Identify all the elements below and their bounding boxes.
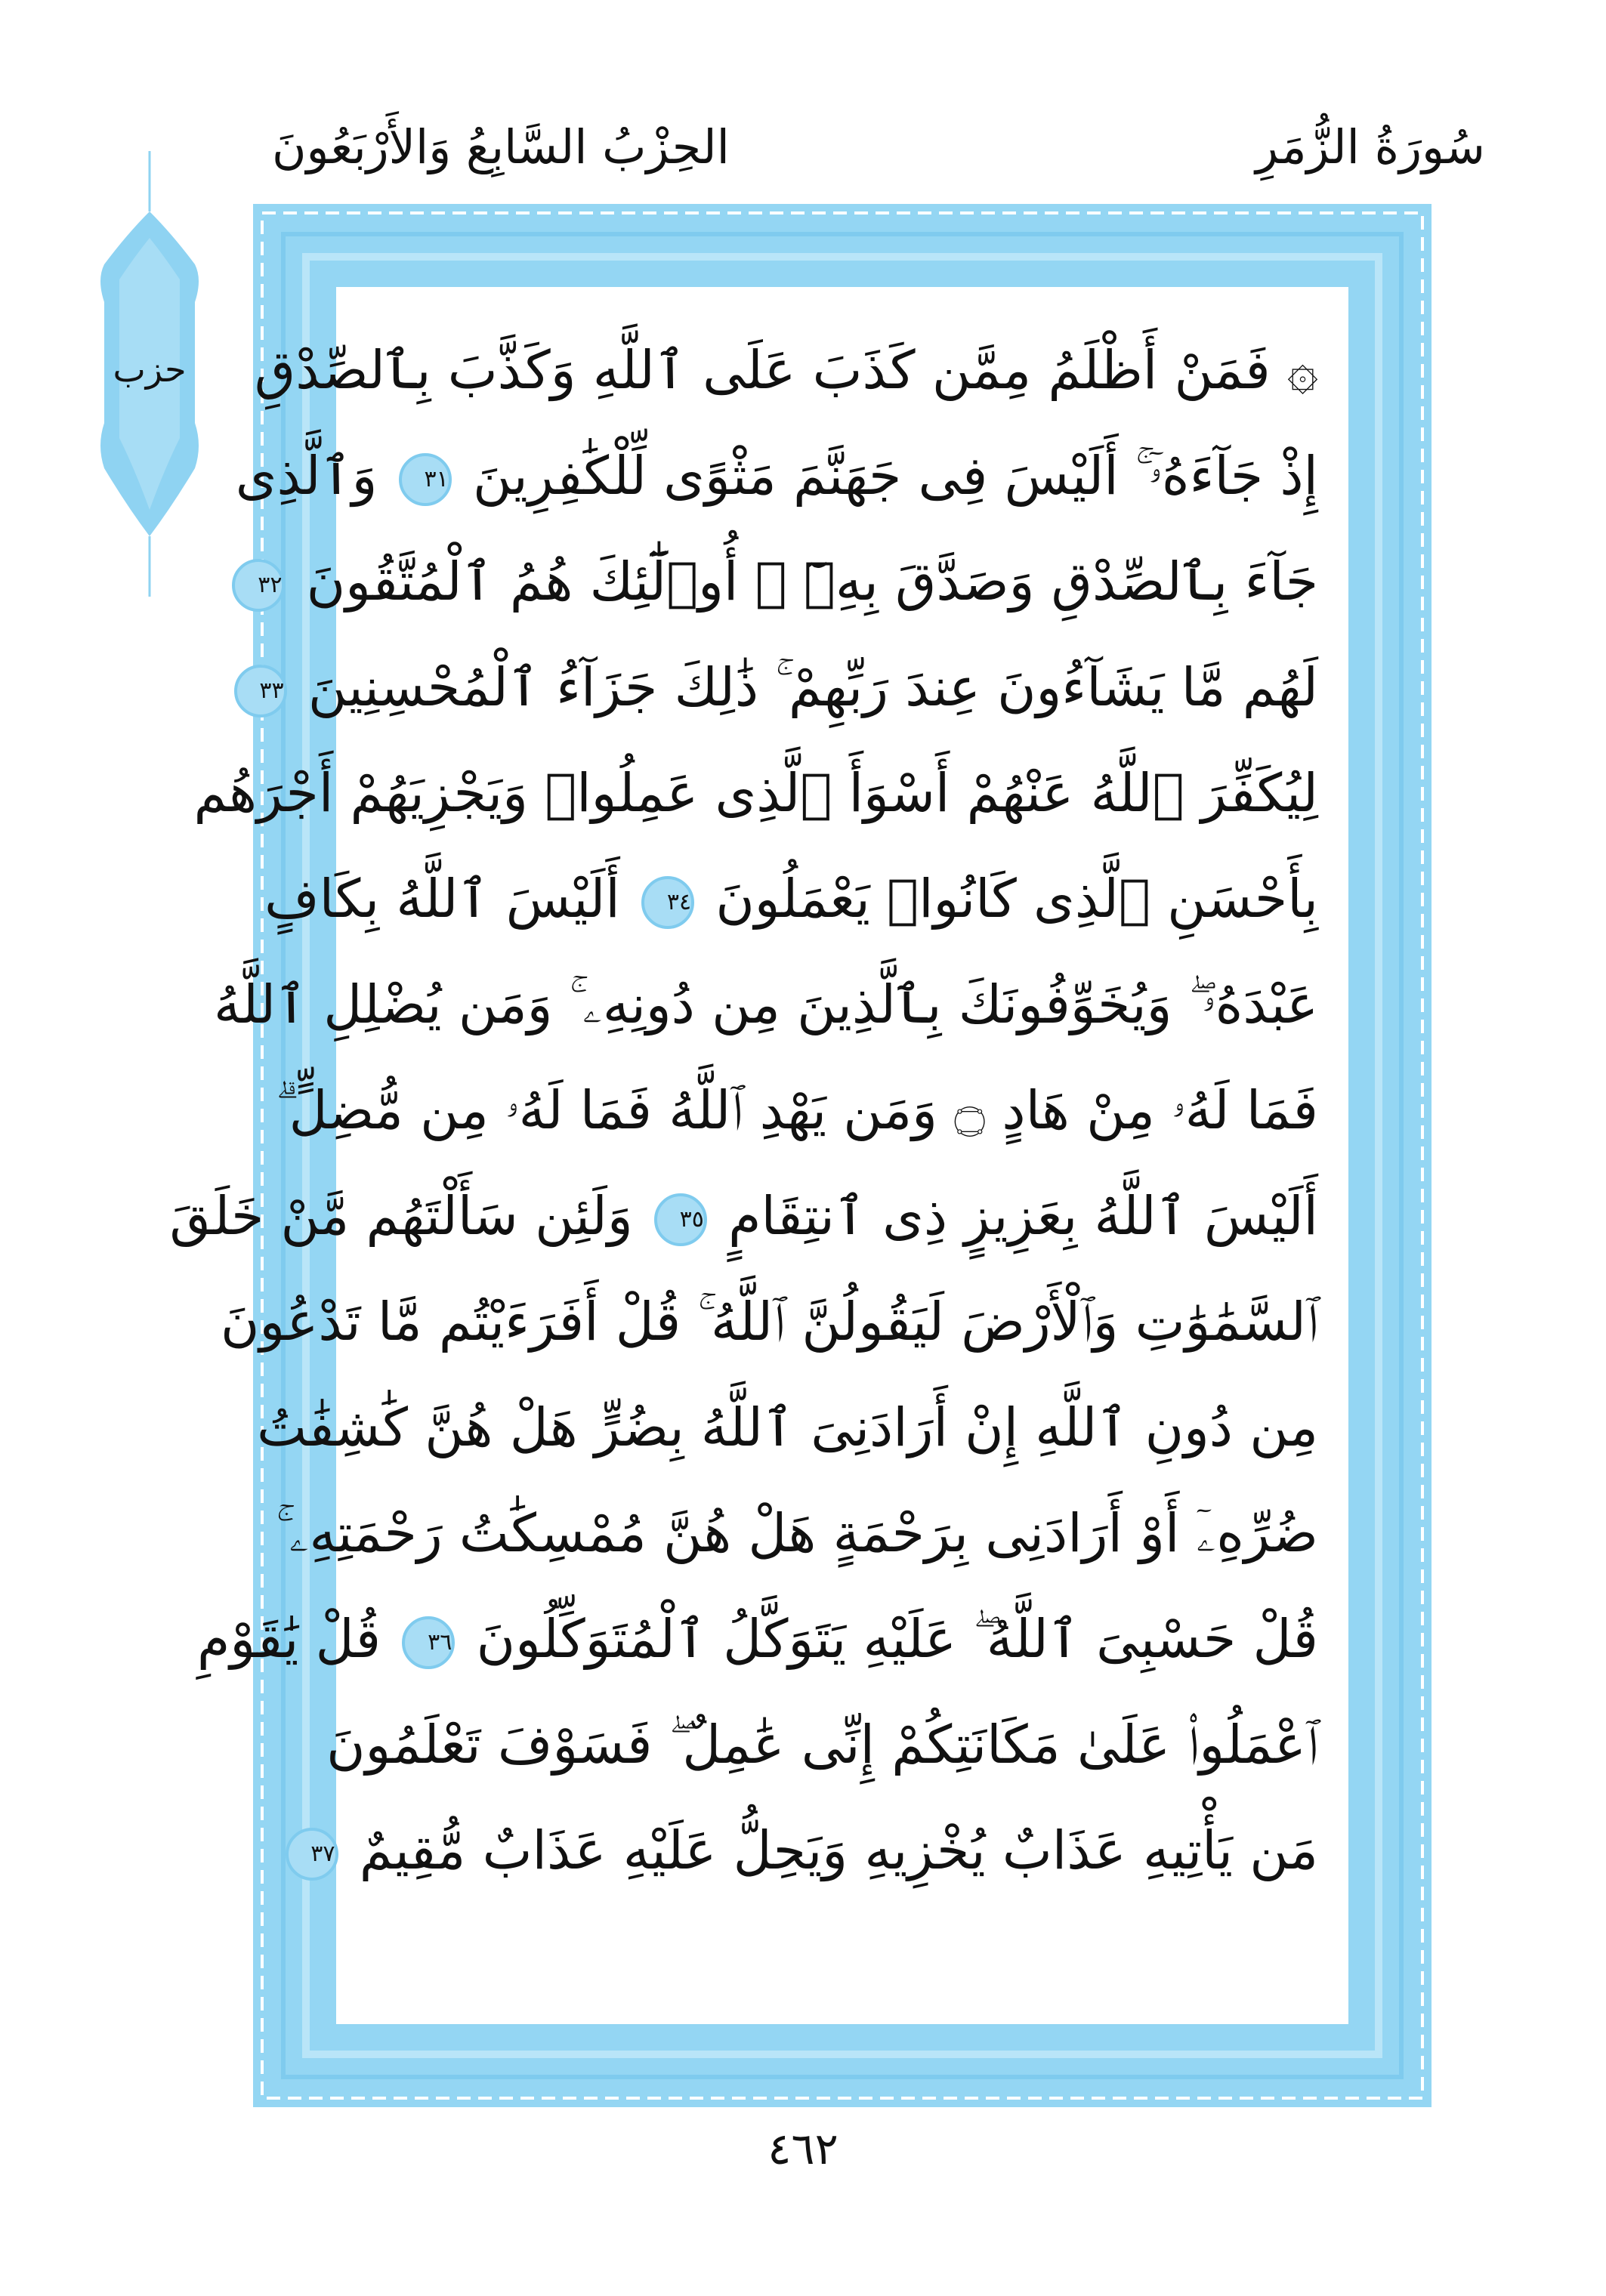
verse-line: [310, 1798, 1318, 1903]
verse-line: [276, 1480, 1318, 1586]
verse-text: فَمَا لَهُۥ مِنْ هَادٍ ۝ وَمَن يَهْدِ ٱللَّهُ فَمَا لَهُۥ مِن مُّضِلٍّ ۗ: [276, 1079, 1318, 1141]
verse-text: ٱعْمَلُوا۟ عَلَىٰ مَكَانَتِكُمْ إِنِّى عَٰمِلٌ ۖ فَسَوْفَ تَعْلَمُونَ: [326, 1714, 1318, 1776]
verse-line: [276, 1057, 1318, 1163]
verse-line: [257, 1375, 1318, 1480]
hizb-title: الحِزْبُ السَّابِعُ وَالأَرْبَعُونَ: [272, 119, 730, 174]
page-frame: [169, 204, 1432, 2107]
verse-line: [197, 1586, 1318, 1692]
verse-text: إِذْ جَآءَهُۥٓ ۚ أَلَيْسَ فِى جَهَنَّمَ مَثْوًى لِّلْكَٰفِرِينَ: [472, 445, 1318, 507]
verse-lines: [169, 317, 1318, 1903]
verse-line: [235, 423, 1318, 529]
ayah-number-marker: ٣٦: [402, 1616, 455, 1669]
text-panel: [169, 287, 1348, 2024]
page-number: ٤٦٢: [767, 2123, 839, 2174]
ayah-number-marker: ٣١: [399, 453, 452, 506]
ayah-number-marker: ٣٧: [286, 1828, 338, 1881]
verse-text: لَهُم مَّا يَشَآءُونَ عِندَ رَبِّهِمْ ۚ ذَٰلِكَ جَزَآءُ ٱلْمُحْسِنِينَ: [307, 656, 1318, 718]
verse-text: جَآءَ بِٱلصِّدْقِ وَصَدَّقَ بِهِۦٓ ۙ أُو۟لَٰٓئِكَ هُمُ ٱلْمُتَّقُونَ: [306, 551, 1318, 613]
ayah-number-marker: ٣٢: [232, 559, 285, 612]
verse-text-continuation: وَلَئِن سَأَلْتَهُم مَّنْ خَلَقَ: [169, 1185, 633, 1247]
verse-text: ۞ فَمَنْ أَظْلَمُ مِمَّن كَذَبَ عَلَى ٱللَّهِ وَكَذَّبَ بِٱلصِّدْقِ: [254, 339, 1318, 401]
verse-text: قُلْ حَسْبِىَ ٱللَّهُ ۖ عَلَيْهِ يَتَوَكَّلُ ٱلْمُتَوَكِّلُونَ: [476, 1608, 1318, 1670]
verse-text: ٱلسَّمَٰوَٰتِ وَٱلْأَرْضَ لَيَقُولُنَّ ٱللَّهُ ۚ قُلْ أَفَرَءَيْتُم مَّا تَدْعُونَ: [221, 1291, 1318, 1353]
verse-line: [326, 1692, 1318, 1798]
verse-line: [258, 529, 1318, 634]
verse-line: [259, 634, 1318, 740]
verse-text: عَبْدَهُۥ ۖ وَيُخَوِّفُونَكَ بِٱلَّذِينَ مِن دُونِهِۦ ۚ وَمَن يُضْلِلِ ٱللَّهُ: [213, 974, 1318, 1035]
verse-line: [213, 952, 1318, 1057]
verse-line: [254, 317, 1318, 423]
surah-name: سُورَةُ الزُّمَرِ: [1255, 119, 1485, 174]
verse-line: [169, 1163, 1318, 1269]
verse-text: مَن يَأْتِيهِ عَذَابٌ يُخْزِيهِ وَيَحِلُّ عَلَيْهِ عَذَابٌ مُّقِيمٌ: [359, 1819, 1318, 1881]
verse-text-continuation: وَٱلَّذِى: [235, 445, 378, 507]
hizb-label: حزب: [113, 349, 187, 390]
verse-line: [264, 846, 1318, 952]
verse-text: لِيُكَفِّرَ ٱللَّهُ عَنْهُمْ أَسْوَأَ ٱلَّذِى عَمِلُوا۟ وَيَجْزِيَهُمْ أَجْرَهُم: [193, 762, 1318, 824]
ayah-number-marker: ٣٥: [654, 1193, 707, 1246]
verse-text: مِن دُونِ ٱللَّهِ إِنْ أَرَادَنِىَ ٱللَّهُ بِضُرٍّ هَلْ هُنَّ كَٰشِفَٰتُ: [257, 1396, 1318, 1458]
verse-text: أَلَيْسَ ٱللَّهُ بِعَزِيزٍ ذِى ٱنتِقَامٍ: [728, 1185, 1318, 1247]
verse-text: بِأَحْسَنِ ٱلَّذِى كَانُوا۟ يَعْمَلُونَ: [715, 868, 1318, 930]
verse-line: [221, 1269, 1318, 1375]
verse-line: [193, 740, 1318, 846]
verse-text-continuation: أَلَيْسَ ٱللَّهُ بِكَافٍ: [264, 868, 620, 930]
verse-text: ضُرِّهِۦٓ أَوْ أَرَادَنِى بِرَحْمَةٍ هَلْ هُنَّ مُمْسِكَٰتُ رَحْمَتِهِۦ ۚ: [276, 1502, 1318, 1564]
ayah-number-marker: ٣٣: [234, 665, 287, 718]
ayah-number-marker: ٣٤: [641, 876, 694, 929]
verse-text-continuation: قُلْ يَٰقَوْمِ: [197, 1608, 381, 1670]
